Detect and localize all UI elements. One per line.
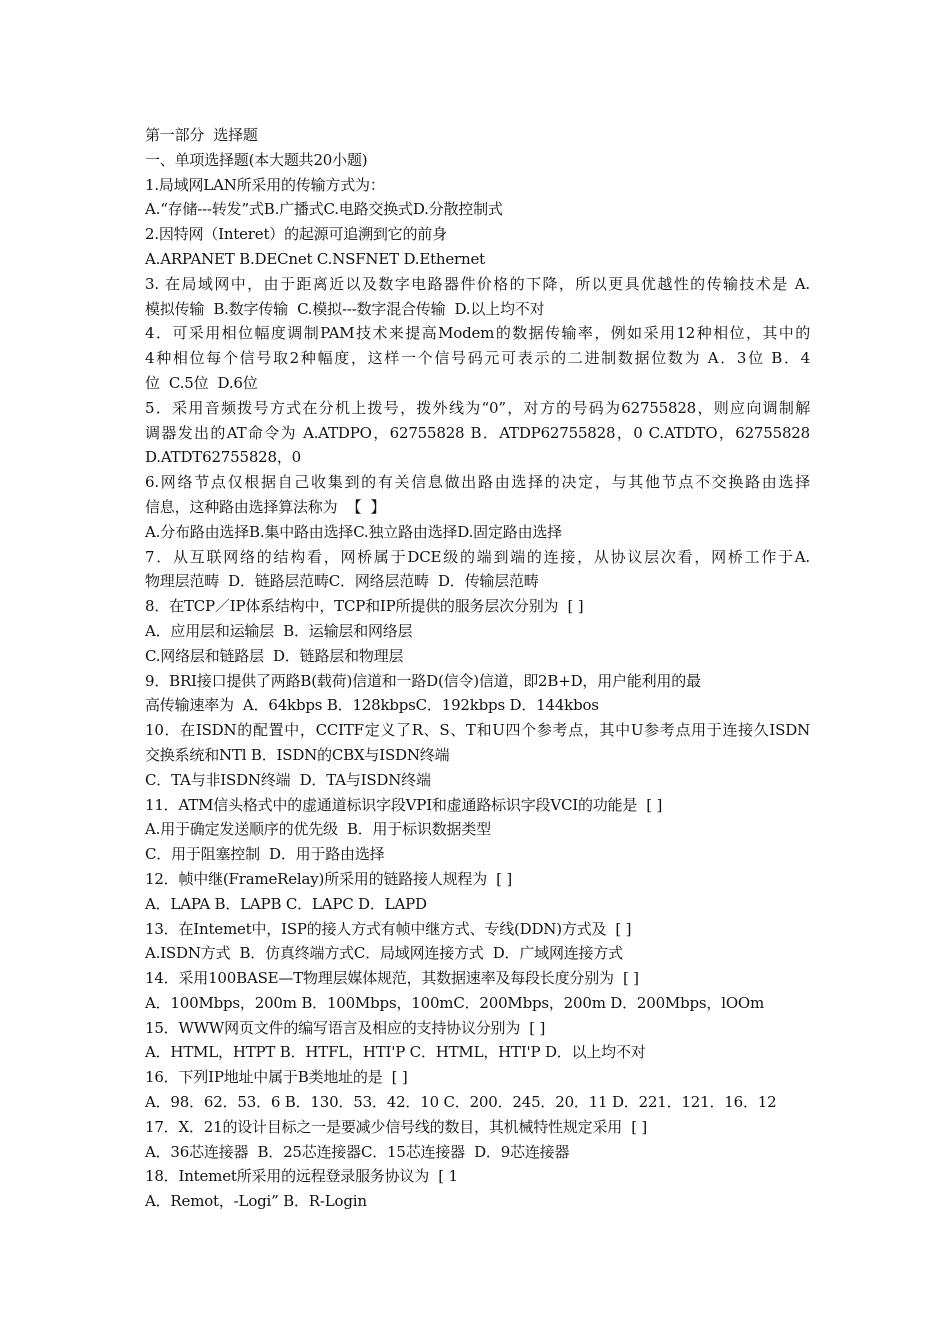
text-line: 1.局域网LAN所采用的传输方式为： [145, 175, 385, 194]
text-line: 8．在TCP／IP体系结构中，TCP和IP所提供的服务层次分别为 [ ] [145, 597, 584, 616]
text-line: 高传输速率为 A．64kbps B．128kbpsC．192kbps D．144kbos [145, 696, 599, 715]
text-line: A．应用层和运输层 B．运输层和网络层 [145, 621, 413, 640]
text-line: 11．ATM信头格式中的虚通道标识字段VPI和虚通路标识字段VCI的功能是 [ ] [145, 795, 663, 814]
text-line: 位 C.5位 D.6位 [145, 373, 258, 392]
text-line: A.“存储---转发”式B.广播式C.电路交换式D.分散控制式 [145, 200, 503, 219]
text-line: A．Remot，-Logi” B．R-Login [145, 1192, 367, 1211]
text-line: C．用于阻塞控制 D．用于路由选择 [145, 845, 385, 864]
text-line: D.ATDT62755828，0 [145, 448, 301, 467]
text-line: A.ARPANET B.DECnet C.NSFNET D.Ethernet [145, 249, 485, 268]
text-line: 18．Intemet所采用的远程登录服务协议为 [ 1 [145, 1167, 458, 1186]
text-line: A.用于确定发送顺序的优先级 B．用于标识数据类型 [145, 820, 491, 839]
text-line: C.网络层和链路层 D．链路层和物理层 [145, 646, 404, 665]
text-line: A．98．62．53．6 B．130．53．42．10 C．200．245．20．11 D．221．121．16．12 [145, 1093, 777, 1112]
text-line: 4．可采用相位幅度调制PAM技术来提高Modem的数据传输率，例如采用12种相位，其中的 [145, 324, 810, 343]
text-line: 2.因特网（Interet）的起源可追溯到它的前身 [145, 225, 447, 244]
text-line: 3. 在局域网中，由于距离近以及数字电路器件价格的下降，所以更具优越性的传输技术是 A. [145, 274, 810, 293]
document-page [145, 123, 810, 1214]
text-line: 5．采用音频拨号方式在分机上拨号，拨外线为“0”，对方的号码为62755828，则应向调制解 [145, 398, 810, 417]
text-line: 14．采用100BASE—T物理层媒体规范，其数据速率及每段长度分别为 [ ] [145, 969, 639, 988]
text-line: 13．在Intemet中，ISP的接人方式有帧中继方式、专线(DDN)方式及 [ ] [145, 919, 632, 938]
text-line: 4种相位每个信号取2种幅度，这样一个信号码元可表示的二进制数据位数为 A．3位 B．4 [145, 349, 810, 368]
text-line: 信息，这种路由选择算法称为 【 】 [145, 497, 386, 516]
text-line: 物理层范畴 D．链路层范畴C．网络层范畴 D．传输层范畴 [145, 572, 539, 591]
text-line: A．36芯连接器 B．25芯连接器C．15芯连接器 D．9芯连接器 [145, 1142, 570, 1161]
text-line: 10．在ISDN的配置中，CCITF定义了R、S、T和U四个参考点，其中U参考点用于连接久ISDN [145, 721, 810, 740]
text-line: 模拟传输 B.数字传输 C.模拟---数字混合传输 D.以上均不对 [145, 299, 545, 318]
text-line: 16．下列IP地址中属于B类地址的是 [ ] [145, 1068, 408, 1087]
text-line: 交换系统和NTl B．ISDN的CBX与ISDN终端 [145, 745, 450, 764]
text-line: 第一部分 选择题 [145, 126, 258, 144]
text-line: C．TA与非ISDN终端 D．TA与ISDN终端 [145, 770, 431, 789]
text-line: 12．帧中继(FrameRelay)所采用的链路接人规程为 [ ] [145, 869, 513, 888]
text-line: A.分布路由选择B.集中路由选择C.独立路由选择D.固定路由选择 [145, 522, 562, 541]
text-line: 一、单项选择题(本大题共20小题) [145, 150, 368, 169]
text-line: 7．从互联网络的结构看，网桥属于DCE级的端到端的连接，从协议层次看，网桥工作于A. [145, 547, 810, 566]
text-line: 调器发出的AT命令为 A.ATDPO，62755828 B．ATDP62755828，0 C.ATDTO，62755828 [145, 423, 810, 442]
text-line: 9．BRI接口提供了两路B(载荷)信道和一路D(信令)信道，即2B+D，用户能利用的最 [145, 671, 701, 690]
text-line: 15．WWW网页文件的编写语言及相应的支持协议分别为 [ ] [145, 1018, 546, 1037]
text-line: A.ISDN方式 B．仿真终端方式C．局域网连接方式 D．广域网连接方式 [145, 944, 623, 963]
text-line: 17．X．21的设计目标之一是要减少信号线的数目，其机械特性规定采用 [ ] [145, 1117, 648, 1136]
text-line: A．HTML，HTPT B．HTFL，HTI'P C．HTML，HTI'P D．以上均不对 [145, 1043, 646, 1062]
text-line: 6.网络节点仅根据自己收集到的有关信息做出路由选择的决定，与其他节点不交换路由选择 [145, 473, 810, 492]
text-line: A．LAPA B．LAPB C．LAPC D．LAPD [145, 894, 427, 913]
text-line: A．100Mbps，200m B．100Mbps，100mC．200Mbps，200m D．200Mbps，lOOm [145, 993, 765, 1012]
